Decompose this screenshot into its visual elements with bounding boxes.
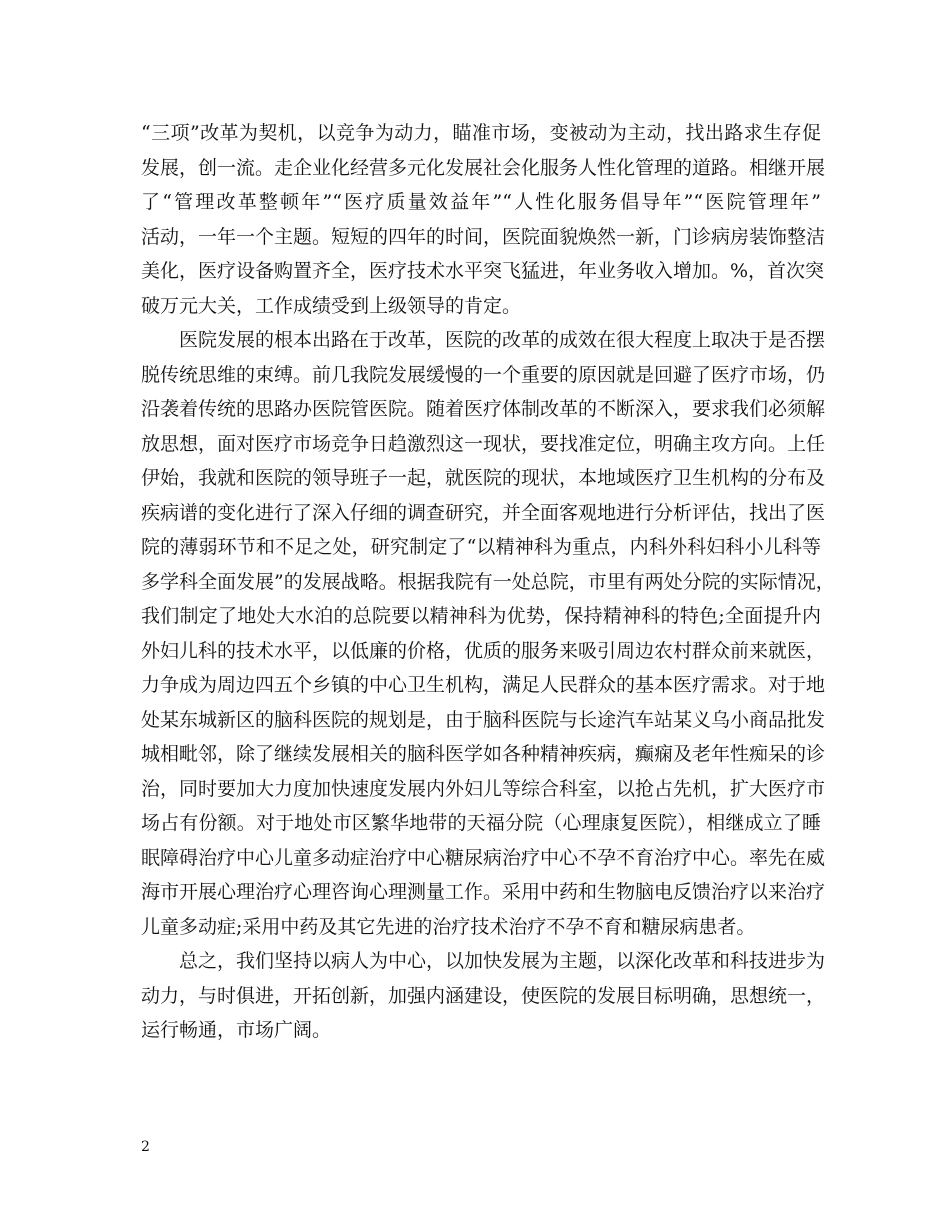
text-line: 眠障碍治疗中心儿童多动症治疗中心糖尿病治疗中心不孕不育治疗中心。率先在威 bbox=[141, 846, 826, 869]
text-line: 海市开展心理治疗心理咨询心理测量工作。采用中药和生物脑电反馈治疗以来治疗 bbox=[141, 881, 826, 903]
text-line: 儿童多动症;采用中药及其它先进的治疗技术治疗不孕不育和糖尿病患者。 bbox=[141, 915, 756, 938]
text-line: 活动，一年一个主题。短短的四年的时间，医院面貌焕然一新，门诊病房装饰整洁 bbox=[141, 225, 826, 248]
text-line: 破万元大关，工作成绩受到上级领导的肯定。 bbox=[141, 294, 522, 317]
text-line: 治，同时要加大力度加快速度发展内外妇儿等综合科室，以抢占先机，扩大医疗市 bbox=[141, 777, 826, 800]
text-line: 医院发展的根本出路在于改革，医院的改革的成效在很大程度上取决于是否摆 bbox=[141, 329, 826, 351]
text-line: 场占有份额。对于地处市区繁华地带的天福分院（心理康复医院），相继成立了睡 bbox=[141, 812, 821, 834]
text-line: 运行畅通，市场广阔。 bbox=[141, 1019, 332, 1041]
text-line: 伊始，我就和医院的领导班子一起，就医院的现状，本地域医疗卫生机构的分布及 bbox=[141, 467, 826, 489]
text-line: 疾病谱的变化进行了深入仔细的调查研究，并全面客观地进行分析评估，找出了医 bbox=[141, 501, 826, 524]
body-text bbox=[141, 116, 835, 1048]
text-line: 动力，与时俱进，开拓创新，加强内涵建设，使医院的发展目标明确，思想统一， bbox=[141, 984, 826, 1007]
text-line: 力争成为周边四五个乡镇的中心卫生机构，满足人民群众的基本医疗需求。对于地 bbox=[141, 674, 826, 696]
text-line: 处某东城新区的脑科医院的规划是，由于脑科医院与长途汽车站某义乌小商品批发 bbox=[141, 708, 826, 731]
page-number: 2 bbox=[141, 1139, 150, 1155]
text-line: “三项”改革为契机，以竞争为动力，瞄准市场，变被动为主动，找出路求生存促 bbox=[141, 122, 821, 144]
text-line: 了“管理改革整顿年”“医疗质量效益年”“人性化服务倡导年”“医院管理年” bbox=[141, 191, 821, 213]
text-line: 多学科全面发展”的发展战略。根据我院有一处总院，市里有两处分院的实际情况， bbox=[141, 570, 835, 593]
text-line: 脱传统思维的束缚。前几我院发展缓慢的一个重要的原因就是回避了医疗市场，仍 bbox=[141, 363, 826, 386]
text-line: 院的薄弱环节和不足之处，研究制定了“以精神科为重点，内科外科妇科小儿科等 bbox=[141, 536, 821, 558]
text-line: 外妇儿科的技术水平，以低廉的价格，优质的服务来吸引周边农村群众前来就医， bbox=[141, 639, 826, 662]
text-line: 总之，我们坚持以病人为中心，以加快发展为主题，以深化改革和科技进步为 bbox=[141, 950, 826, 972]
text-line: 城相毗邻，除了继续发展相关的脑科医学如各种精神疾病，癫痫及老年性痴呆的诊 bbox=[141, 743, 826, 765]
text-line: 沿袭着传统的思路办医院管医院。随着医疗体制改革的不断深入，要求我们必须解 bbox=[141, 398, 826, 420]
text-line: 发展，创一流。走企业化经营多元化发展社会化服务人性化管理的道路。相继开展 bbox=[141, 156, 826, 179]
text-line: 美化，医疗设备购置齐全，医疗技术水平突飞猛进，年业务收入增加。%，首次突 bbox=[141, 260, 825, 282]
text-line: 我们制定了地处大水泊的总院要以精神科为优势，保持精神科的特色;全面提升内 bbox=[141, 605, 821, 627]
text-line: 放思想，面对医疗市场竞争日趋激烈这一现状，要找准定位，明确主攻方向。上任 bbox=[141, 432, 826, 455]
